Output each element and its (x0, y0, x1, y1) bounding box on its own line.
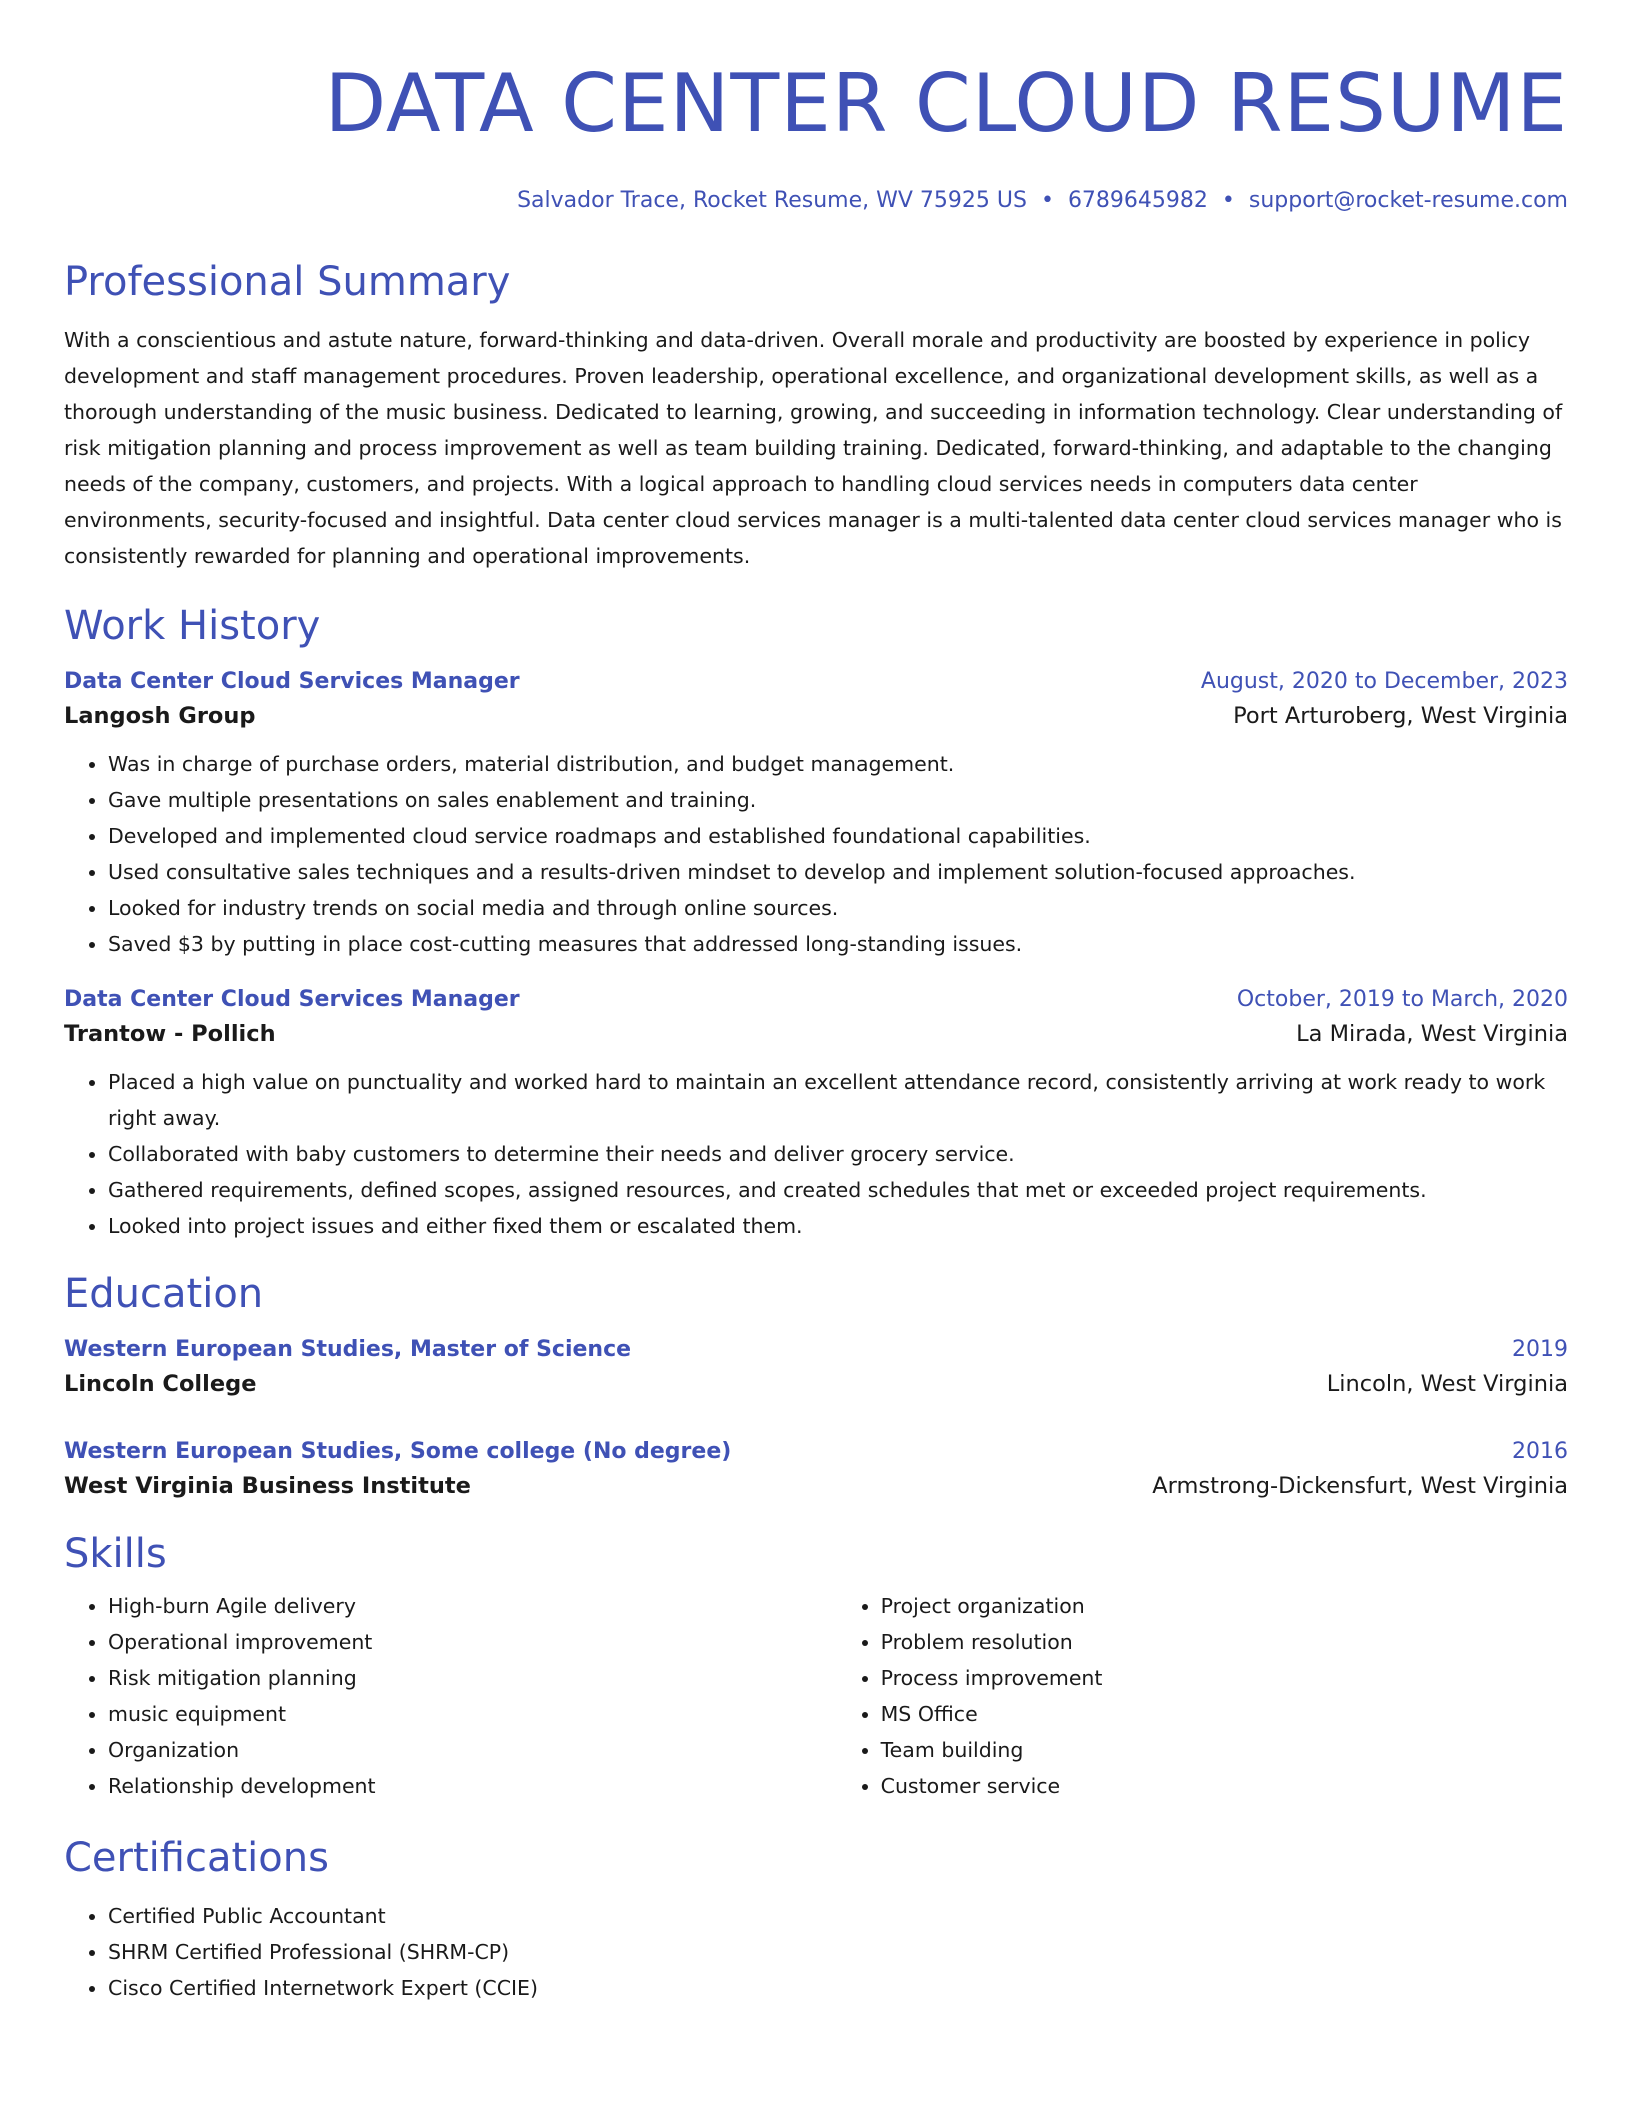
skills-columns (64, 1588, 1568, 1804)
skill-item: • Project organization (881, 1588, 1568, 1624)
job-company: Langosh Group (64, 703, 256, 729)
section-title-certifications: Certifications (64, 1835, 329, 1881)
skills-list-right (837, 1588, 1568, 1804)
skill-item: • Risk mitigation planning (108, 1660, 837, 1696)
skill-item: • Team building (881, 1732, 1568, 1768)
job-location: La Mirada, West Virginia (1296, 1021, 1568, 1047)
education-entry (64, 1436, 1568, 1504)
job-bullets (64, 1064, 1568, 1244)
section-title-education: Education (64, 1271, 264, 1317)
job-bullet: • Placed a high value on punctuality and worked hard to maintain an excellent attendance record, consistently arriving at work ready to work right away. (108, 1064, 1568, 1136)
summary-section (64, 258, 1568, 574)
job-role: Data Center Cloud Services Manager (64, 987, 520, 1012)
skill-item: • Problem resolution (881, 1624, 1568, 1660)
job-bullet: • Looked into project issues and either fixed them or escalated them. (108, 1208, 1568, 1244)
certification-item: • Cisco Certified Internetwork Expert (CCIE) (108, 1970, 1568, 2006)
job-dates: August, 2020 to December, 2023 (1200, 669, 1568, 694)
education-year: 2016 (1512, 1439, 1568, 1464)
skill-item: • Customer service (881, 1768, 1568, 1804)
contact-address: Salvador Trace, Rocket Resume, WV 75925 US (517, 188, 1027, 213)
job-location: Port Arturoberg, West Virginia (1233, 703, 1568, 729)
summary-text: With a conscientious and astute nature, forward-thinking and data-driven. Overall morale and productivity are boosted by experience in policy development and staff management procedures. Proven leadership, operational excellence, and organizational development skills, as well as a thorough understanding of the music business. Dedicated to learning, growing, and succeeding in information technology. Clear understanding of risk mitigation planning and process improvement as well as team building training. Dedicated, forward-thinking, and adaptable to the changing needs of the company, customers, and projects. With a logical approach to handling cloud services needs in computers data center environments, security-focused and insightful. Data center cloud services manager is a multi-talented data center cloud services manager who is consistently rewarded for planning and operational improvements. (64, 328, 1563, 568)
job-bullet: • Was in charge of purchase orders, material distribution, and budget management. (108, 746, 1568, 782)
job-company: Trantow - Pollich (64, 1021, 276, 1047)
certification-item: • SHRM Certified Professional (SHRM-CP) (108, 1934, 1568, 1970)
resume-title: DATA CENTER CLOUD RESUME (324, 57, 1568, 150)
skill-item: • MS Office (881, 1696, 1568, 1732)
contact-phone: 6789645982 (1067, 188, 1208, 213)
resume-header (64, 56, 1568, 216)
job-bullet: • Saved $3 by putting in place cost-cutting measures that addressed long-standing issues. (108, 926, 1568, 962)
certification-item: • Certified Public Accountant (108, 1898, 1568, 1934)
skills-section (64, 1530, 1568, 1804)
section-title-work-history: Work History (64, 603, 321, 649)
skills-list-left (64, 1588, 837, 1804)
job-entry (64, 666, 1568, 962)
job-entry (64, 984, 1568, 1244)
contact-email: support@rocket-resume.com (1248, 188, 1568, 213)
skill-item: • Organization (108, 1732, 837, 1768)
contact-separator: • (1221, 188, 1235, 213)
job-bullets (64, 746, 1568, 962)
skill-item: • High-burn Agile delivery (108, 1588, 837, 1624)
section-title-summary: Professional Summary (64, 259, 511, 305)
skill-item: • Relationship development (108, 1768, 837, 1804)
job-bullet: • Gathered requirements, defined scopes, assigned resources, and created schedules that met or exceeded project requirements. (108, 1172, 1568, 1208)
job-role: Data Center Cloud Services Manager (64, 669, 520, 694)
education-degree: Western European Studies, Some college (No degree) (64, 1439, 732, 1464)
certifications-list (64, 1898, 1568, 2006)
job-bullet: • Collaborated with baby customers to determine their needs and deliver grocery service. (108, 1136, 1568, 1172)
job-bullet: • Developed and implemented cloud service roadmaps and established foundational capabilities. (108, 818, 1568, 854)
job-bullet: • Gave multiple presentations on sales enablement and training. (108, 782, 1568, 818)
job-dates: October, 2019 to March, 2020 (1236, 987, 1568, 1012)
education-entry (64, 1334, 1568, 1402)
skill-item: • Operational improvement (108, 1624, 837, 1660)
skill-item: • Process improvement (881, 1660, 1568, 1696)
education-location: Lincoln, West Virginia (1326, 1371, 1568, 1397)
skill-item: • music equipment (108, 1696, 837, 1732)
contact-line (64, 186, 1568, 216)
job-bullet: • Used consultative sales techniques and a results-driven mindset to develop and implement solution-focused approaches. (108, 854, 1568, 890)
job-bullet: • Looked for industry trends on social media and through online sources. (108, 890, 1568, 926)
education-school: Lincoln College (64, 1371, 257, 1397)
education-section (64, 1270, 1568, 1504)
education-school: West Virginia Business Institute (64, 1473, 471, 1499)
section-title-skills: Skills (64, 1531, 167, 1577)
education-degree: Western European Studies, Master of Science (64, 1337, 632, 1362)
education-year: 2019 (1512, 1337, 1568, 1362)
education-location: Armstrong-Dickensfurt, West Virginia (1152, 1473, 1568, 1499)
certifications-section (64, 1834, 1568, 2006)
work-history-section (64, 602, 1568, 1244)
contact-separator: • (1040, 188, 1054, 213)
